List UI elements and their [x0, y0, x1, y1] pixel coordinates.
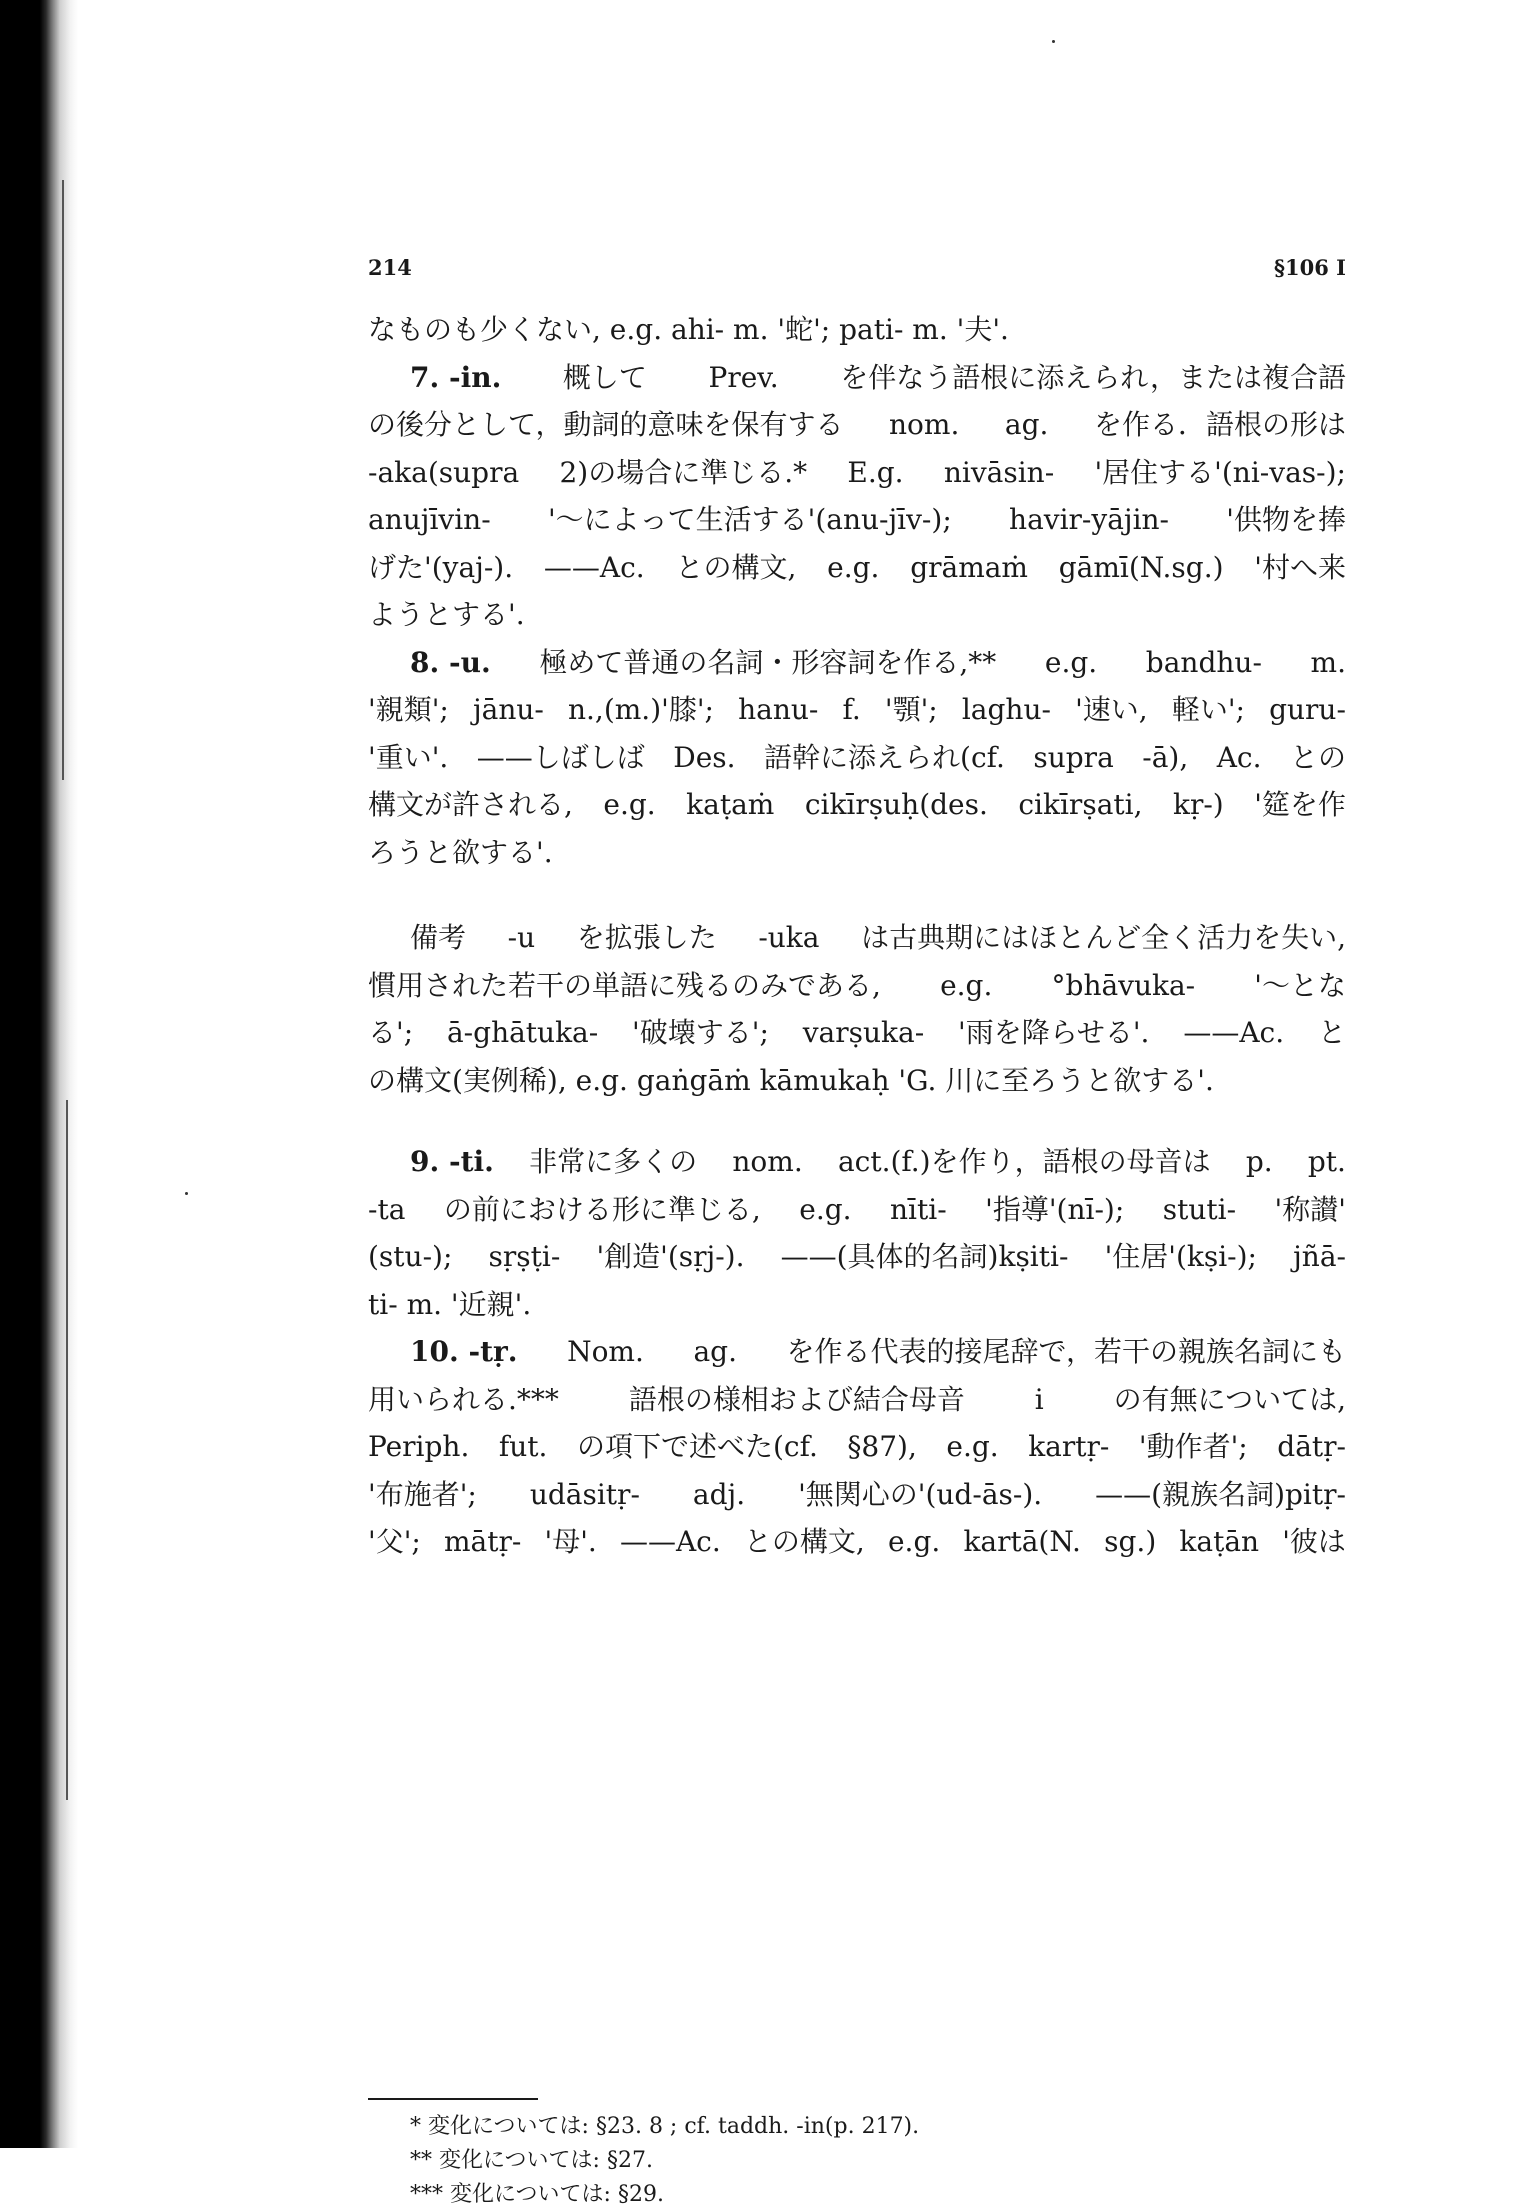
- text-line: [368, 1186, 1346, 1234]
- word: を作る代表的接尾辞で，若干の親族名詞にも: [786, 1335, 1346, 1368]
- word: ——Ac.: [619, 1525, 721, 1558]
- item-number: 7. -in.: [410, 360, 502, 394]
- word: '住居'(kṣi-);: [1104, 1240, 1257, 1273]
- word: udāsitṛ-: [529, 1477, 640, 1511]
- word: ——(親族名詞)pitṛ-: [1095, 1477, 1346, 1511]
- text-line: [368, 686, 1346, 734]
- word: '父';: [368, 1525, 421, 1558]
- word: げた'(yaj-).: [368, 550, 514, 584]
- word: '無関心の'(ud-ās-).: [798, 1477, 1043, 1511]
- paragraph-p8: [368, 639, 1346, 877]
- word: ag.: [693, 1335, 737, 1368]
- scan-streak: [66, 1100, 68, 1800]
- word: との構文,: [675, 550, 797, 584]
- page-header: [368, 255, 1346, 287]
- word: nīti-: [890, 1192, 947, 1226]
- word: '顎';: [884, 693, 938, 726]
- word: ——Ac.: [543, 550, 645, 584]
- text-line: [368, 639, 1346, 687]
- word: -u: [507, 921, 536, 954]
- word: 備考: [410, 921, 467, 954]
- text-line: [368, 829, 1346, 877]
- word: 構文が許される,: [368, 788, 573, 821]
- word: (stu-);: [368, 1240, 453, 1273]
- word: e.g.: [946, 1430, 999, 1463]
- word: '居住する'(ni-vas-);: [1094, 455, 1346, 489]
- word: jñā-: [1293, 1240, 1346, 1273]
- word: 語根の様相および結合母音: [628, 1382, 965, 1416]
- word: kaṭān: [1179, 1525, 1260, 1558]
- text-line: [368, 1518, 1346, 1566]
- paragraph-gap: [368, 1104, 1346, 1138]
- scan-binding-edge: [0, 0, 78, 2148]
- line-text: なものも少くない, e.g. ahi- m. '蛇'; pati- m. '夫'.: [368, 313, 1009, 346]
- word: havir-yājin-: [1009, 503, 1170, 536]
- text-line: [368, 914, 1346, 962]
- text-line: [368, 306, 1346, 354]
- word: e.g.: [603, 788, 656, 821]
- word: m.: [1310, 645, 1346, 679]
- word: e.g.: [940, 968, 993, 1002]
- word: kaṭaṁ: [686, 788, 775, 821]
- word: cikīrṣuḥ(des.: [804, 788, 988, 821]
- word: act.(f.)を作り，語根の母音は: [837, 1145, 1211, 1178]
- word: '雨を降らせる'.: [958, 1016, 1150, 1049]
- word: Prev.: [708, 360, 779, 394]
- word: '称讃': [1274, 1192, 1346, 1226]
- word: '供物を捧: [1226, 503, 1346, 536]
- word: '親類';: [368, 693, 449, 726]
- footnote-rule: [368, 2097, 538, 2101]
- word: anujīvin-: [368, 503, 491, 536]
- text-line: [368, 1233, 1346, 1281]
- text-line: [368, 1138, 1346, 1186]
- text-line: [368, 401, 1346, 449]
- word: -ā),: [1142, 740, 1189, 774]
- paragraph-p10: [368, 1328, 1346, 1566]
- word: 慣用された若干の単語に残るのみである,: [368, 968, 881, 1002]
- word: f.: [842, 693, 861, 726]
- word: -uka: [758, 921, 820, 954]
- text-line: [368, 449, 1346, 497]
- word: kartā(N.: [963, 1525, 1081, 1558]
- text-line: [368, 1057, 1346, 1105]
- paragraph-gap: [368, 876, 1346, 914]
- word: e.g.: [887, 1525, 941, 1558]
- word: '創造'(sṛj-).: [596, 1240, 745, 1273]
- paragraph-p9: [368, 1138, 1346, 1328]
- paragraph-remark: [368, 914, 1346, 1104]
- text-line: [368, 1423, 1346, 1471]
- text-line: [368, 354, 1346, 402]
- scan-speck: [185, 1192, 188, 1195]
- word: 極めて普通の名詞・形容詞を作る,**: [539, 645, 997, 679]
- word: ——しばしば: [476, 740, 645, 774]
- word: jānu-: [472, 693, 544, 726]
- word: nom.: [732, 1145, 803, 1178]
- word: nom.: [889, 408, 960, 441]
- word: 語幹に添えられ(cf.: [764, 740, 1005, 774]
- line-text: ti- m. '近親'.: [368, 1287, 532, 1321]
- text-line: [368, 962, 1346, 1010]
- word: の有無については,: [1113, 1382, 1346, 1416]
- word: -aka(supra: [368, 455, 520, 489]
- scan-streak: [62, 180, 64, 780]
- text-line: [368, 1009, 1346, 1057]
- word: と: [1317, 1016, 1346, 1049]
- word: との構文,: [743, 1525, 865, 1558]
- paragraph-p0: [368, 306, 1346, 354]
- word: laghu-: [961, 693, 1051, 726]
- word: mātṛ-: [444, 1525, 522, 1558]
- scan-speck: [1052, 40, 1055, 43]
- text-line: [368, 781, 1346, 829]
- paragraph-p7: [368, 354, 1346, 639]
- word: -ta: [368, 1192, 406, 1226]
- word: '布施者';: [368, 1477, 477, 1511]
- word: gāmī(N.sg.): [1058, 550, 1224, 584]
- word: cikīrṣati,: [1018, 788, 1143, 821]
- word: 2)の場合に準じる.*: [559, 455, 808, 489]
- word: 軽い';: [1171, 693, 1245, 726]
- word: hanu-: [738, 693, 819, 726]
- word: る';: [368, 1016, 414, 1049]
- word: e.g.: [1044, 645, 1098, 679]
- word: °bhāvuka-: [1051, 968, 1196, 1002]
- word: Des.: [673, 740, 736, 774]
- footnotes: [410, 2110, 919, 2212]
- word: E.g.: [847, 455, 904, 489]
- word: e.g.: [799, 1192, 852, 1226]
- word: bandhu-: [1145, 645, 1262, 679]
- word: p.: [1245, 1145, 1273, 1178]
- word: ——Ac.: [1183, 1016, 1285, 1049]
- word: pt.: [1307, 1145, 1346, 1178]
- word: kṛ-): [1172, 788, 1224, 821]
- word: kartṛ-: [1028, 1430, 1110, 1463]
- word: Nom.: [567, 1335, 644, 1368]
- word: を伴なう語根に添えられ，または複合語: [840, 360, 1346, 394]
- word: との: [1289, 740, 1346, 774]
- word: sg.): [1104, 1525, 1157, 1558]
- word: §87),: [847, 1430, 917, 1463]
- word: 非常に多くの: [529, 1145, 698, 1178]
- text-line: [368, 496, 1346, 544]
- word: '動作者';: [1138, 1430, 1248, 1463]
- footnote: * 変化については: §23. 8 ; cf. taddh. -in(p. 217).: [410, 2114, 920, 2139]
- word: は古典期にはほとんど全く活力を失い,: [861, 921, 1346, 954]
- word: grāmaṁ: [910, 550, 1028, 584]
- page-body: [368, 306, 1346, 1566]
- word: varṣuka-: [802, 1016, 925, 1049]
- word: sṛṣṭi-: [488, 1240, 561, 1273]
- word: ag.: [1004, 408, 1049, 441]
- word: nivāsin-: [943, 455, 1055, 489]
- text-line: [368, 1471, 1346, 1519]
- word: dātṛ-: [1277, 1430, 1346, 1463]
- word: guru-: [1269, 693, 1346, 726]
- word: fut.: [498, 1430, 548, 1463]
- text-line: [368, 1328, 1346, 1376]
- word: e.g.: [827, 550, 880, 584]
- word: の後分として，動詞的意味を保有する: [368, 408, 844, 441]
- word: 用いられる.***: [368, 1382, 559, 1416]
- section-number: §106 I: [1274, 255, 1346, 280]
- word: '破壊する';: [632, 1016, 769, 1049]
- word: 概して: [562, 360, 647, 394]
- word: stuti-: [1162, 1192, 1237, 1226]
- word: '〜によって生活する'(anu-jīv-);: [547, 503, 952, 536]
- item-number: 10. -tṛ.: [410, 1335, 518, 1368]
- word: '彼は: [1282, 1525, 1346, 1558]
- item-number: 9. -ti.: [410, 1145, 494, 1178]
- word: '〜とな: [1254, 968, 1346, 1002]
- line-text: ろうと欲する'.: [368, 835, 553, 869]
- item-number: 8. -u.: [410, 645, 491, 679]
- text-line: [368, 1281, 1346, 1329]
- word: ——(具体的名詞)kṣiti-: [780, 1240, 1069, 1273]
- footnote: ** 変化については: §27.: [410, 2148, 653, 2173]
- word: '村へ来: [1254, 550, 1346, 584]
- text-line: [368, 544, 1346, 592]
- word: ā-ghātuka-: [446, 1016, 599, 1049]
- word: を拡張した: [576, 921, 717, 954]
- word: Periph.: [368, 1430, 470, 1463]
- text-line: [368, 591, 1346, 639]
- line-text: ようとする'.: [368, 598, 525, 631]
- word: supra: [1033, 740, 1114, 774]
- footnote: *** 変化については: §29.: [410, 2182, 664, 2207]
- word: '指導'(nī-);: [985, 1192, 1125, 1226]
- word: の前における形に準じる,: [443, 1192, 761, 1226]
- word: を作る．語根の形は: [1093, 408, 1346, 441]
- word: の項下で述べた(cf.: [576, 1430, 818, 1463]
- word: '筵を作: [1254, 788, 1346, 821]
- word: '重い'.: [368, 740, 449, 774]
- text-line: [368, 734, 1346, 782]
- word: '母'.: [544, 1525, 597, 1558]
- word: Ac.: [1216, 740, 1262, 774]
- text-line: [368, 1376, 1346, 1424]
- word: i: [1034, 1382, 1044, 1416]
- word: '速い,: [1075, 693, 1148, 726]
- word: n.,(m.)'膝';: [568, 693, 714, 726]
- word: adj.: [692, 1477, 746, 1511]
- page-number: 214: [368, 255, 412, 280]
- line-text: の構文(実例稀), e.g. gaṅgāṁ kāmukaḥ 'G. 川に至ろうと欲する'.: [368, 1063, 1214, 1097]
